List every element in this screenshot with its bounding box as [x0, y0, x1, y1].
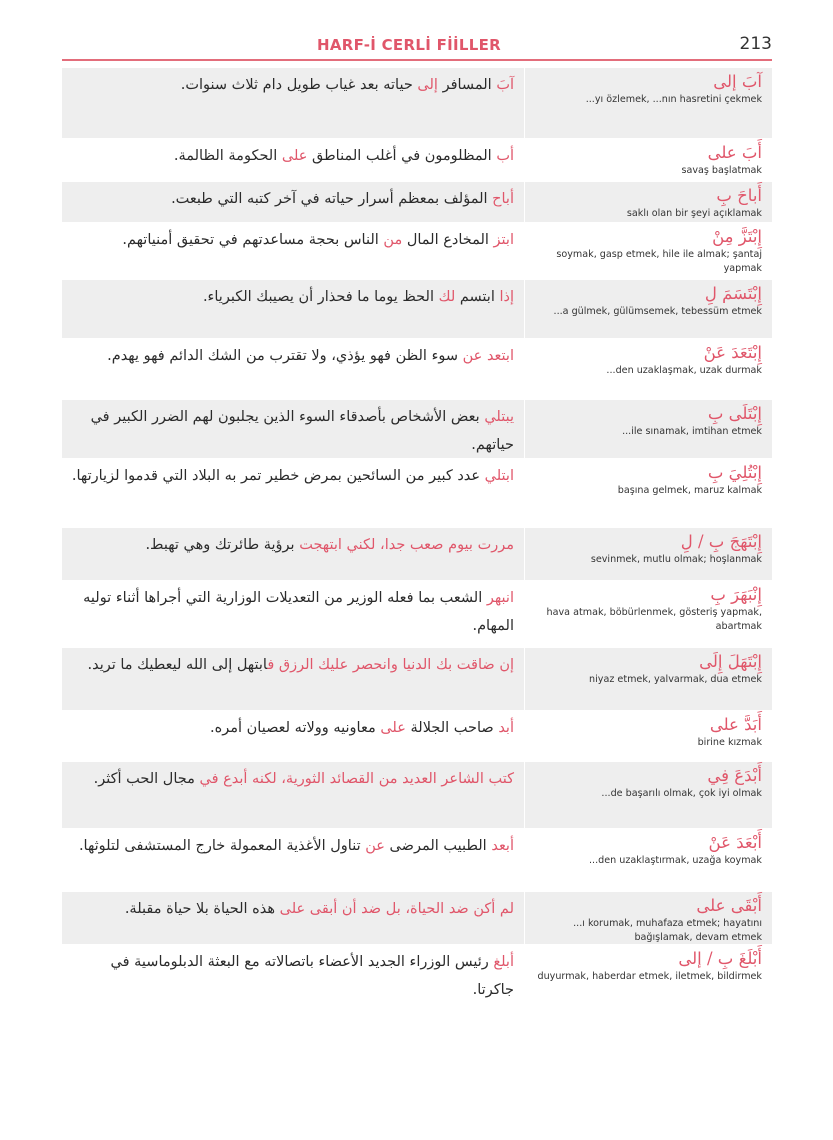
- header-rule: [62, 59, 772, 61]
- entry-cell: [524, 711, 772, 761]
- entry-cell: [524, 400, 772, 458]
- example-verb: أبعد: [491, 838, 514, 854]
- example-verb: يبتلي: [484, 409, 514, 425]
- example-preposition: على: [281, 148, 308, 164]
- headword: إِبْتَهَلَ إِلَى: [699, 652, 762, 671]
- turkish-meaning: ...den uzaklaşmak, uzak durmak: [606, 365, 762, 376]
- example-text: الحظ يوما ما فحذار أن يصيبك الكبرياء.: [202, 289, 439, 305]
- entry-row: [62, 459, 772, 528]
- headword: إِبْتَعَدَ عَنْ: [703, 343, 762, 362]
- entry-row: [62, 945, 772, 1012]
- turkish-meaning: niyaz etmek, yalvarmak, dua etmek: [589, 674, 762, 685]
- entry-cell: [524, 182, 772, 222]
- entry-row: [62, 711, 772, 762]
- entry-cell: [524, 280, 772, 338]
- example-text: الطبيب المرضى: [384, 838, 492, 854]
- headword: أَباحَ بِ: [716, 186, 762, 205]
- example-verb: مررت بيوم صعب جدا، لكني: [341, 537, 514, 553]
- example-verb: ابتلي: [484, 468, 514, 484]
- example-verb: أبلغ: [493, 954, 514, 970]
- turkish-meaning: saklı olan bir şeyi açıklamak: [626, 208, 762, 219]
- verb-entry-table: [62, 68, 772, 1012]
- example-verb: لم أكن ضد الحياة، بل ضد أن: [337, 901, 514, 917]
- example-sentence: [62, 711, 524, 761]
- example-verb: انبهر: [486, 590, 514, 606]
- headword: أَبْعَدَ عَنْ: [708, 833, 762, 852]
- turkish-meaning: ...ile sınamak, imtihan etmek: [622, 426, 762, 437]
- example-preposition: على: [380, 720, 406, 736]
- turkish-meaning: ...den uzaklaştırmak, uzağa koymak: [588, 855, 762, 866]
- entry-cell: [524, 892, 772, 944]
- example-text: الحكومة الظالمة.: [173, 148, 282, 164]
- example-sentence: [62, 762, 524, 828]
- turkish-meaning: başına gelmek, maruz kalmak: [617, 485, 762, 496]
- turkish-meaning: soymak, gasp etmek, hile ile almak; şantaj yapmak: [556, 249, 762, 274]
- page-number: 213: [739, 34, 772, 54]
- example-preposition: أبدع في: [199, 771, 248, 787]
- example-text: تناول الأغذية المعمولة خارج المستشفى لتلوثها.: [78, 838, 366, 854]
- example-text: الناس بحجة مساعدتهم في تحقيق أمنياتهم.: [122, 232, 384, 248]
- page-header: [62, 30, 772, 64]
- example-verb: إن ضاقت بك الدنيا وانحصر عليك الرزق ف: [267, 657, 514, 673]
- example-sentence: [62, 280, 524, 338]
- entry-cell: [524, 829, 772, 891]
- example-sentence: [62, 829, 524, 891]
- example-text: ابتسم: [459, 289, 495, 305]
- example-sentence: [62, 400, 524, 458]
- example-text: صاحب الجلالة: [405, 720, 499, 736]
- turkish-meaning: duyurmak, haberdar etmek, iletmek, bildirmek: [537, 971, 762, 982]
- turkish-meaning: ...yı özlemek, ...nın hasretini çekmek: [585, 94, 762, 105]
- entry-cell: [524, 945, 772, 1011]
- turkish-meaning: ...ı korumak, muhafaza etmek; hayatını bağışlamak, devam etmek: [573, 918, 762, 943]
- example-sentence: [62, 892, 524, 944]
- example-sentence: [62, 581, 524, 647]
- entry-cell: [524, 648, 772, 710]
- example-verb: أبد: [498, 720, 514, 736]
- example-text: هذه الحياة بلا حياة مقبلة.: [124, 901, 280, 917]
- example-verb: ابتز: [493, 232, 514, 248]
- entry-row: [62, 182, 772, 223]
- turkish-meaning: sevinmek, mutlu olmak; hoşlanmak: [590, 554, 762, 565]
- entry-row: [62, 892, 772, 945]
- headword: أَبْقَى على: [696, 896, 762, 915]
- example-text: الله ليعطيك ما تريد.: [87, 657, 212, 673]
- example-text: ابتهل إلى: [211, 657, 268, 673]
- turkish-meaning: ...de başarılı olmak, çok iyi olmak: [601, 788, 762, 799]
- example-sentence: [62, 945, 524, 1011]
- example-preposition: عن: [365, 838, 385, 854]
- headword: أَبَدَّ على: [709, 715, 762, 734]
- example-preposition: لك: [438, 289, 460, 305]
- turkish-meaning: ...a gülmek, gülümsemek, tebessüm etmek: [553, 306, 762, 317]
- example-preposition: أبقى على: [279, 901, 338, 917]
- page-title: HARF-İ CERLİ FİİLLER: [317, 36, 502, 54]
- headword: إِبْتَلَى بِ: [707, 404, 762, 423]
- example-sentence: [62, 648, 524, 710]
- example-text: حياته بعد غياب طويل دام ثلاث سنوات.: [180, 77, 418, 93]
- example-verb: آبَ: [496, 77, 514, 93]
- entry-row: [62, 223, 772, 280]
- example-preposition: من: [383, 232, 403, 248]
- entry-cell: [524, 762, 772, 828]
- example-text: معاونيه وولاته لعصيان أمره.: [210, 720, 381, 736]
- example-text: مجال الحب أكثر.: [93, 771, 200, 787]
- entry-cell: [524, 339, 772, 399]
- example-sentence: [62, 528, 524, 580]
- entry-row: [62, 339, 772, 400]
- example-sentence: [62, 182, 524, 222]
- example-verb: أب: [496, 148, 514, 164]
- example-sentence: [62, 68, 524, 138]
- example-verb: كتب الشاعر العديد من القصائد الثورية، لكنه: [247, 771, 514, 787]
- example-sentence: [62, 139, 524, 181]
- headword: إِبْتَهَجَ بِ / لِ: [680, 532, 762, 551]
- example-verb: ابتعد عن: [462, 348, 514, 364]
- entry-cell: [524, 459, 772, 527]
- entry-cell: [524, 223, 772, 279]
- entry-row: [62, 139, 772, 182]
- example-verb: أباح: [492, 191, 514, 207]
- entry-row: [62, 68, 772, 139]
- entry-cell: [524, 528, 772, 580]
- example-text: المظلومون في أغلب المناطق: [307, 148, 497, 164]
- headword: أَبَ على: [707, 143, 762, 162]
- turkish-meaning: birine kızmak: [697, 737, 762, 748]
- entry-row: [62, 581, 772, 648]
- example-preposition: إلى: [417, 77, 438, 93]
- headword: إِنْبَهَرَ بِ: [710, 585, 762, 604]
- headword: إِبْتَزَّ مِنْ: [712, 227, 762, 246]
- entry-row: [62, 648, 772, 711]
- example-text: المخادع المال: [402, 232, 494, 248]
- entry-row: [62, 829, 772, 892]
- entry-cell: [524, 139, 772, 181]
- example-text: الشعب بما فعله الوزير من التعديلات الوزارية التي أجراها أثناء توليه المهام.: [83, 590, 514, 634]
- entry-cell: [524, 581, 772, 647]
- turkish-meaning: hava atmak, böbürlenmek, gösteriş yapmak, abartmak: [546, 607, 762, 632]
- example-text: رئيس الوزراء الجديد الأعضاء باتصالاته مع البعثة الدبلوماسية في جاكرتا.: [110, 954, 514, 998]
- headword: أَبْدَعَ فِي: [707, 766, 762, 785]
- example-preposition: ابتهجت: [299, 537, 342, 553]
- example-text: برؤية طائرتك وهي تهبط.: [145, 537, 300, 553]
- example-text: عدد كبير من السائحين بمرض خطير تمر به البلاد التي قدموا لزيارتها.: [71, 468, 485, 484]
- example-sentence: [62, 459, 524, 527]
- headword: إِبْتَسَمَ لِ: [704, 284, 762, 303]
- example-verb: إذا: [494, 289, 514, 305]
- headword: أَبْلَغَ بِ / إلى: [678, 949, 762, 968]
- example-text: المسافر: [437, 77, 497, 93]
- example-sentence: [62, 223, 524, 279]
- entry-cell: [524, 68, 772, 138]
- entry-row: [62, 762, 772, 829]
- headword: آبَ إلى: [713, 72, 762, 91]
- example-text: سوء الظن فهو يؤذي، ولا تقترب من الشك الدائم فهو يهدم.: [107, 348, 463, 364]
- example-text: بعض الأشخاص بأصدقاء السوء الذين يجلبون لهم الضرر الكبير في حياتهم.: [90, 409, 514, 453]
- entry-row: [62, 400, 772, 459]
- turkish-meaning: savaş başlatmak: [681, 165, 762, 176]
- entry-row: [62, 280, 772, 339]
- headword: إِبْتُلِيَ بِ: [707, 463, 762, 482]
- example-text: المؤلف بمعظم أسرار حياته في آخر كتبه التي طبعت.: [171, 191, 493, 207]
- entry-row: [62, 528, 772, 581]
- example-sentence: [62, 339, 524, 399]
